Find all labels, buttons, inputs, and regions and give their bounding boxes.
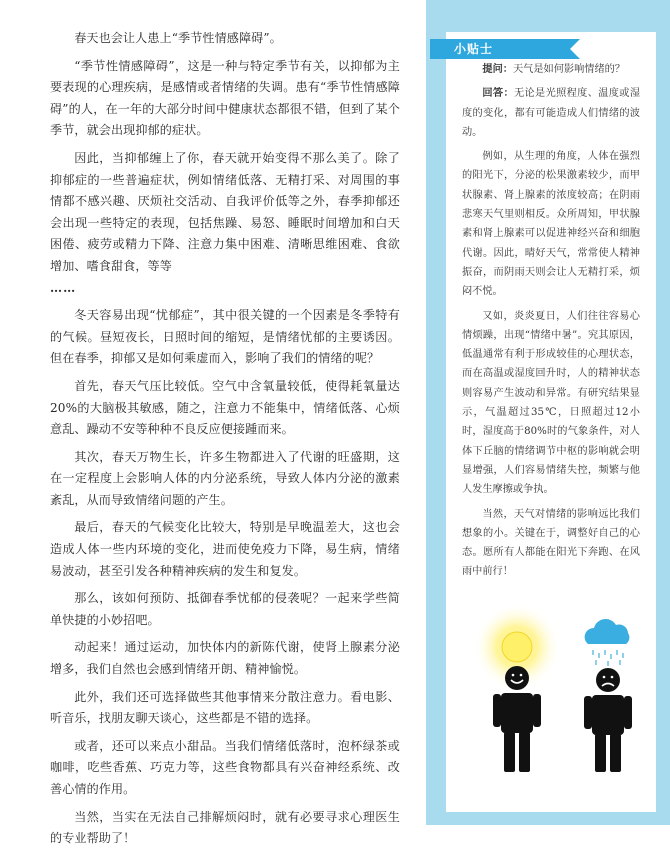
tips-banner [430, 39, 580, 59]
paragraph: 冬天容易出现“忧郁症”，其中很关键的一个因素是冬季特有的气候。昼短夜长，日照时间的缩短，是情绪忧郁的主要诱因。但在春季，抑郁又是如何乘虚而入，影响了我们的情绪的呢？ [50, 308, 400, 366]
paragraph: “季节性情感障碍”，这是一种与特定季节有关，以抑郁为主要表现的心理疾病，是感情或者情绪的失调。患有“季节性情感障碍”的人，在一年的大部分时间中健康状态都很不错，但到了某个季节，就会出现抑郁的症状。 [50, 58, 400, 138]
rain-cloud-icon [585, 619, 630, 666]
article-body [50, 28, 400, 856]
tips-paragraph: 又如，炎炎夏日，人们往往容易心情烦躁，出现“情绪中暑”。究其原因，低温通常有利于形成较佳的心理状态，而在高温或湿度回升时，人的精神状态则容易产生波动和异常。有研究结果显示，气温超过35℃，日照超过12小时，湿度高于80%时的气象条件，对人体下丘脑的情绪调节中枢的影响就会明显增强，人们容易情绪失控，频繁与他人发生摩擦或争执。 [462, 310, 640, 496]
tips-content [462, 60, 640, 587]
paragraph: 其次，春天万物生长，许多生物都进入了代谢的旺盛期，这在一定程度上会影响人体的内分泌系统，导致人体内分泌的激素紊乱，从而导致情绪问题的产生。 [50, 449, 400, 507]
paragraph: 动起来！通过运动，加快体内的新陈代谢，使肾上腺素分泌增多，我们自然也会感到情绪开朗、精神愉悦。 [50, 640, 400, 677]
answer-label: 回答： [482, 87, 514, 100]
tips-paragraph: 例如，从生理的角度，人体在强烈的阳光下，分泌的松果激素较少，而甲状腺素、肾上腺素的浓度较高；在阴雨悲寒天气里则相反。众所周知，甲状腺素和肾上腺素可以促进神经兴奋和细胞代谢。因此，晴好天气，常常使人精神振奋，而阴雨天则会让人无精打采，烦闷不悦。 [462, 151, 640, 298]
paragraph: 首先，春天气压比较低。空气中含氧量较低，使得耗氧量达20%的大脑极其敏感，随之，注意力不能集中，情绪低落、心烦意乱、躁动不安等种种不良反应便接踵而来。 [50, 378, 400, 437]
question-text: 天气是如何影响情绪的？ [512, 64, 626, 75]
paragraph: 当然，当实在无法自己排解烦闷时，就有必要寻求心理医生的专业帮助了！ [50, 809, 400, 846]
paragraph: 最后，春天的气候变化比较大，特别是早晚温差大，这也会造成人体一些内环境的变化，进而使免疫力下降，易生病，情绪易波动，甚至引发各种精神疾病的发生和复发。 [50, 520, 400, 578]
ellipsis: …… [50, 280, 77, 295]
weather-mood-illustration [470, 600, 650, 775]
paragraph: 那么，该如何预防、抵御春季忧郁的侵袭呢？一起来学些简单快捷的小妙招吧。 [50, 591, 400, 627]
tips-paragraph: 当然，天气对情绪的影响远比我们想象的小。关键在于，调整好自己的心态。愿所有人都能在阳光下奔跑、在风雨中前行！ [462, 508, 640, 578]
paragraph: 春天也会让人患上“季节性情感障碍”。 [74, 31, 282, 45]
tips-title: 小贴士 [454, 42, 494, 56]
paragraph: 或者，还可以来点小甜品。当我们情绪低落时，泡杯绿茶或咖啡，吃些香蕉、巧克力等，这些食物都具有兴奋神经系统、改善心情的作用。 [50, 738, 400, 796]
paragraph: 因此，当抑郁缠上了你，春天就开始变得不那么美了。除了抑郁症的一些普遍症状，例如情绪低落、无精打采、对周围的事情都不感兴趣、厌烦社交活动、自我评价低等之外，春季抑郁还会出现一些特定的表现，包括焦躁、易怒、睡眠时间增加和白天困倦、疲劳或精力下降、注意力集中困难、清晰思维困难、食欲增加、嗜食甜食，等等 [50, 150, 400, 273]
paragraph: 此外，我们还可选择做些其他事情来分散注意力。看电影、听音乐，找朋友聊天谈心，这些都是不错的选择。 [50, 689, 400, 726]
sad-person-icon [584, 668, 632, 772]
question-label: 提问： [482, 63, 513, 75]
answer-text: 无论是光照程度、温度或湿度的变化，都有可能造成人们情绪的波动。 [462, 88, 641, 138]
